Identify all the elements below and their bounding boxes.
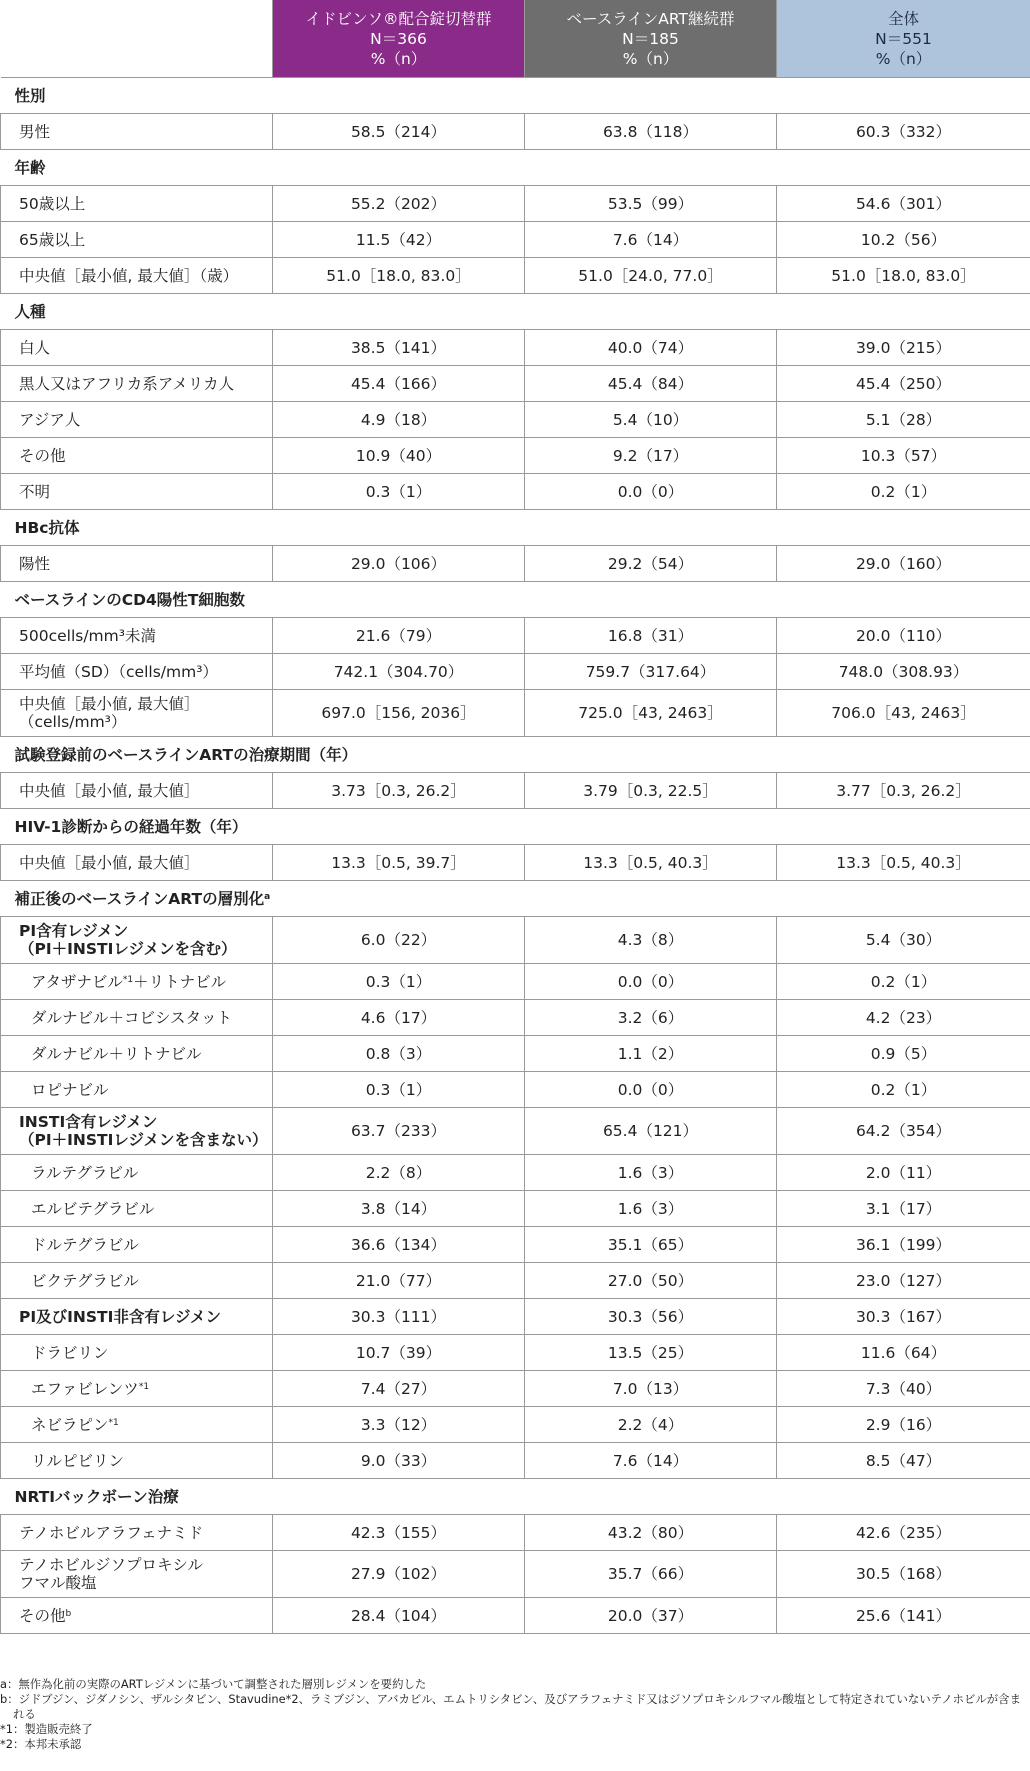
row-label — [1, 1371, 273, 1407]
table-row — [1, 1299, 1030, 1335]
section-label-text: HBc抗体 — [14, 518, 80, 537]
header-continue-group-name: ベースラインART継続群 — [566, 9, 735, 28]
value-cell-total: 36.1（199） — [777, 1227, 1030, 1263]
row-label — [1, 654, 273, 690]
section-label — [1, 294, 1030, 330]
footnote-star1: *1：製造販売終了 — [0, 1722, 93, 1736]
value-cell-total: 0.2（1） — [777, 964, 1030, 1000]
section-label — [1, 582, 1030, 618]
table-row — [1, 114, 1030, 150]
table-row — [1, 366, 1030, 402]
value-cell-continue: 51.0［24.0, 77.0］ — [525, 258, 777, 294]
value-cell-continue: 2.2（4） — [525, 1407, 777, 1443]
value-cell-switch: 2.2（8） — [273, 1155, 525, 1191]
table-row — [1, 1108, 1030, 1155]
value-cell-continue: 35.7（66） — [525, 1551, 777, 1598]
section-header-row — [1, 881, 1030, 917]
section-label — [1, 809, 1030, 845]
value-cell-continue: 63.8（118） — [525, 114, 777, 150]
row-label-text: 65歳以上 — [19, 230, 86, 249]
row-label — [1, 546, 273, 582]
section-label-text: 試験登録前のベースラインARTの治療期間（年） — [14, 745, 358, 764]
header-switch-group — [273, 0, 525, 78]
value-cell-continue: 725.0［43, 2463］ — [525, 690, 777, 737]
value-cell-total: 23.0（127） — [777, 1263, 1030, 1299]
value-cell-continue: 29.2（54） — [525, 546, 777, 582]
table-row — [1, 1598, 1030, 1634]
table-row — [1, 1263, 1030, 1299]
header-row — [1, 0, 1030, 78]
value-cell-continue: 35.1（65） — [525, 1227, 777, 1263]
row-label-text: 陽性 — [19, 554, 51, 573]
section-header-row — [1, 294, 1030, 330]
value-cell-continue: 45.4（84） — [525, 366, 777, 402]
value-cell-continue: 1.6（3） — [525, 1191, 777, 1227]
value-cell-switch: 30.3（111） — [273, 1299, 525, 1335]
row-label-text: ドラビリン — [31, 1343, 109, 1362]
row-label — [1, 1227, 273, 1263]
table-row — [1, 1443, 1030, 1479]
row-label — [1, 1108, 273, 1155]
table-row — [1, 330, 1030, 366]
value-cell-switch: 58.5（214） — [273, 114, 525, 150]
value-cell-total: 5.4（30） — [777, 917, 1030, 964]
value-cell-total: 11.6（64） — [777, 1335, 1030, 1371]
value-cell-switch: 38.5（141） — [273, 330, 525, 366]
row-label — [1, 690, 273, 737]
row-label-text: 中央値［最小値, 最大値］ — [19, 853, 200, 872]
row-label-text: PI及びINSTI非含有レジメン — [19, 1307, 222, 1326]
value-cell-switch: 3.8（14） — [273, 1191, 525, 1227]
row-label — [1, 1443, 273, 1479]
row-label-text: 500cells/mm³未満 — [19, 626, 156, 645]
value-cell-continue: 4.3（8） — [525, 917, 777, 964]
row-label — [1, 1155, 273, 1191]
table-row — [1, 1155, 1030, 1191]
row-label-text: エファビレンツ — [31, 1379, 139, 1398]
value-cell-total: 3.77［0.3, 26.2］ — [777, 773, 1030, 809]
table-row — [1, 1227, 1030, 1263]
row-label — [1, 258, 273, 294]
row-label-text: アタザナビル — [31, 972, 123, 991]
section-label-text: 人種 — [14, 302, 46, 321]
header-continue-group — [525, 0, 777, 78]
section-label-text: 年齢 — [14, 158, 46, 177]
row-label-text: テノホビルジソプロキシル — [19, 1556, 203, 1574]
value-cell-total: 51.0［18.0, 83.0］ — [777, 258, 1030, 294]
header-blank-cell — [1, 0, 273, 78]
value-cell-switch: 51.0［18.0, 83.0］ — [273, 258, 525, 294]
value-cell-continue: 0.0（0） — [525, 964, 777, 1000]
row-label-text: ロピナビル — [31, 1080, 109, 1099]
row-label-text: ラルテグラビル — [31, 1163, 139, 1182]
header-total-group — [777, 0, 1030, 78]
row-label-text: 平均値（SD）（cells/mm³） — [19, 662, 218, 681]
value-cell-continue: 1.1（2） — [525, 1036, 777, 1072]
section-label-text: NRTIバックボーン治療 — [14, 1487, 179, 1506]
value-cell-continue: 5.4（10） — [525, 402, 777, 438]
footnote-marker: *1 — [122, 974, 134, 985]
value-cell-switch: 7.4（27） — [273, 1371, 525, 1407]
row-label-text: その他 — [19, 446, 66, 465]
value-cell-total: 7.3（40） — [777, 1371, 1030, 1407]
row-label-text: 白人 — [19, 338, 51, 357]
row-label-text: リルピビリン — [31, 1451, 125, 1470]
value-cell-total: 64.2（354） — [777, 1108, 1030, 1155]
section-label — [1, 737, 1030, 773]
value-cell-switch: 36.6（134） — [273, 1227, 525, 1263]
header-switch-group-name: イドビンソ®配合錠切替群 — [305, 9, 492, 28]
table-row — [1, 258, 1030, 294]
row-label-text: エルビテグラビル — [31, 1199, 155, 1218]
header-switch-group-unit: %（n） — [370, 49, 427, 68]
row-label — [1, 845, 273, 881]
value-cell-switch: 63.7（233） — [273, 1108, 525, 1155]
row-label — [1, 1335, 273, 1371]
footnote-marker: a — [264, 891, 271, 902]
section-header-row — [1, 150, 1030, 186]
value-cell-total: 4.2（23） — [777, 1000, 1030, 1036]
footnote-marker: *1 — [138, 1381, 150, 1392]
section-header-row — [1, 510, 1030, 546]
table-row — [1, 1551, 1030, 1598]
value-cell-continue: 43.2（80） — [525, 1515, 777, 1551]
value-cell-switch: 742.1（304.70） — [273, 654, 525, 690]
table-row — [1, 1036, 1030, 1072]
section-header-row — [1, 78, 1030, 114]
value-cell-switch: 21.0（77） — [273, 1263, 525, 1299]
value-cell-switch: 697.0［156, 2036］ — [273, 690, 525, 737]
row-label — [1, 114, 273, 150]
value-cell-total: 5.1（28） — [777, 402, 1030, 438]
table-row — [1, 690, 1030, 737]
section-label — [1, 881, 1030, 917]
row-label — [1, 474, 273, 510]
row-label — [1, 1598, 273, 1634]
value-cell-switch: 0.3（1） — [273, 1072, 525, 1108]
row-label-text: アジア人 — [19, 410, 81, 429]
value-cell-continue: 7.6（14） — [525, 1443, 777, 1479]
section-label-text: 性別 — [14, 86, 46, 105]
value-cell-switch: 21.6（79） — [273, 618, 525, 654]
row-label-text: ドルテグラビル — [31, 1235, 139, 1254]
row-label-text: ビクテグラビル — [31, 1271, 139, 1290]
row-label-text: 黒人又はアフリカ系アメリカ人 — [19, 374, 235, 393]
value-cell-continue: 0.0（0） — [525, 474, 777, 510]
value-cell-switch: 4.6（17） — [273, 1000, 525, 1036]
value-cell-total: 13.3［0.5, 40.3］ — [777, 845, 1030, 881]
row-label — [1, 438, 273, 474]
header-total-group-name: 全体 — [887, 9, 919, 28]
header-total-group-unit: %（n） — [875, 49, 932, 68]
value-cell-switch: 0.8（3） — [273, 1036, 525, 1072]
row-label — [1, 402, 273, 438]
table-row — [1, 438, 1030, 474]
table-row — [1, 1000, 1030, 1036]
row-label — [1, 1000, 273, 1036]
value-cell-switch: 28.4（104） — [273, 1598, 525, 1634]
value-cell-continue: 53.5（99） — [525, 186, 777, 222]
table-row — [1, 773, 1030, 809]
value-cell-switch: 13.3［0.5, 39.7］ — [273, 845, 525, 881]
value-cell-switch: 10.9（40） — [273, 438, 525, 474]
value-cell-total: 0.2（1） — [777, 1072, 1030, 1108]
value-cell-switch: 0.3（1） — [273, 964, 525, 1000]
row-label-line2: （PI＋INSTIレジメンを含む） — [19, 940, 237, 958]
row-label — [1, 1551, 273, 1598]
value-cell-switch: 4.9（18） — [273, 402, 525, 438]
value-cell-total: 30.5（168） — [777, 1551, 1030, 1598]
value-cell-switch: 3.73［0.3, 26.2］ — [273, 773, 525, 809]
table-row — [1, 1371, 1030, 1407]
value-cell-switch: 42.3（155） — [273, 1515, 525, 1551]
value-cell-total: 30.3（167） — [777, 1299, 1030, 1335]
row-label — [1, 1263, 273, 1299]
value-cell-total: 25.6（141） — [777, 1598, 1030, 1634]
value-cell-total: 706.0［43, 2463］ — [777, 690, 1030, 737]
value-cell-total: 39.0（215） — [777, 330, 1030, 366]
section-label — [1, 510, 1030, 546]
section-label — [1, 78, 1030, 114]
value-cell-total: 60.3（332） — [777, 114, 1030, 150]
value-cell-continue: 20.0（37） — [525, 1598, 777, 1634]
value-cell-total: 0.2（1） — [777, 474, 1030, 510]
row-label — [1, 366, 273, 402]
value-cell-total: 10.2（56） — [777, 222, 1030, 258]
value-cell-total: 20.0（110） — [777, 618, 1030, 654]
value-cell-continue: 7.0（13） — [525, 1371, 777, 1407]
row-label-text: 中央値［最小値, 最大値］ — [19, 695, 200, 713]
row-label-text: PI含有レジメン — [19, 922, 129, 940]
value-cell-switch: 0.3（1） — [273, 474, 525, 510]
section-header-row — [1, 809, 1030, 845]
row-label-text: 中央値［最小値, 最大値］ — [19, 781, 200, 800]
row-label-line2: フマル酸塩 — [19, 1574, 97, 1592]
value-cell-total: 45.4（250） — [777, 366, 1030, 402]
row-label-text: INSTI含有レジメン — [19, 1113, 158, 1131]
row-label — [1, 1299, 273, 1335]
footnote-marker: *1 — [108, 1417, 119, 1428]
row-label-text: 50歳以上 — [19, 194, 86, 213]
table-row — [1, 964, 1030, 1000]
row-label-line2: （PI＋INSTIレジメンを含まない） — [19, 1131, 268, 1149]
value-cell-switch: 9.0（33） — [273, 1443, 525, 1479]
value-cell-continue: 13.3［0.5, 40.3］ — [525, 845, 777, 881]
value-cell-switch: 3.3（12） — [273, 1407, 525, 1443]
table-row — [1, 546, 1030, 582]
row-label — [1, 917, 273, 964]
row-label-text: その他 — [19, 1606, 66, 1625]
value-cell-continue: 30.3（56） — [525, 1299, 777, 1335]
row-label — [1, 618, 273, 654]
footnotes — [0, 1677, 1030, 1752]
header-continue-group-n: N＝185 — [622, 29, 679, 48]
row-label — [1, 1036, 273, 1072]
row-label-text: ダルナビル＋リトナビル — [31, 1044, 202, 1063]
section-header-row — [1, 1479, 1030, 1515]
value-cell-continue: 16.8（31） — [525, 618, 777, 654]
value-cell-total: 54.6（301） — [777, 186, 1030, 222]
value-cell-total: 0.9（5） — [777, 1036, 1030, 1072]
value-cell-switch: 11.5（42） — [273, 222, 525, 258]
value-cell-continue: 0.0（0） — [525, 1072, 777, 1108]
row-label-text: 男性 — [19, 122, 51, 141]
header-switch-group-n: N＝366 — [370, 29, 427, 48]
value-cell-switch: 55.2（202） — [273, 186, 525, 222]
value-cell-total: 29.0（160） — [777, 546, 1030, 582]
section-header-row — [1, 582, 1030, 618]
table-row — [1, 654, 1030, 690]
row-label-text: 中央値［最小値, 最大値］（歳） — [19, 266, 239, 285]
value-cell-total: 3.1（17） — [777, 1191, 1030, 1227]
value-cell-total: 748.0（308.93） — [777, 654, 1030, 690]
row-label — [1, 964, 273, 1000]
row-label-line2: （cells/mm³） — [19, 713, 127, 731]
value-cell-continue: 65.4（121） — [525, 1108, 777, 1155]
section-label-text: ベースラインのCD4陽性T細胞数 — [14, 590, 245, 609]
section-label — [1, 1479, 1030, 1515]
table-row — [1, 1191, 1030, 1227]
row-label-text: 不明 — [19, 482, 51, 501]
row-label — [1, 1407, 273, 1443]
value-cell-total: 8.5（47） — [777, 1443, 1030, 1479]
value-cell-switch: 10.7（39） — [273, 1335, 525, 1371]
value-cell-continue: 3.79［0.3, 22.5］ — [525, 773, 777, 809]
value-cell-total: 2.9（16） — [777, 1407, 1030, 1443]
value-cell-continue: 9.2（17） — [525, 438, 777, 474]
value-cell-continue: 13.5（25） — [525, 1335, 777, 1371]
row-label-text: ダルナビル＋コビシスタット — [31, 1008, 233, 1027]
row-label — [1, 1191, 273, 1227]
table-row — [1, 1335, 1030, 1371]
table-row — [1, 917, 1030, 964]
section-label — [1, 150, 1030, 186]
value-cell-total: 42.6（235） — [777, 1515, 1030, 1551]
footnote-star2: *2：本邦未承認 — [0, 1737, 82, 1751]
row-label — [1, 773, 273, 809]
header-continue-group-unit: %（n） — [622, 49, 679, 68]
row-label — [1, 1515, 273, 1551]
value-cell-switch: 6.0（22） — [273, 917, 525, 964]
table-row — [1, 222, 1030, 258]
table-row — [1, 402, 1030, 438]
footnote-marker: b — [65, 1608, 72, 1619]
value-cell-switch: 27.9（102） — [273, 1551, 525, 1598]
table-row — [1, 1515, 1030, 1551]
row-label — [1, 330, 273, 366]
value-cell-continue: 759.7（317.64） — [525, 654, 777, 690]
value-cell-switch: 45.4（166） — [273, 366, 525, 402]
value-cell-total: 2.0（11） — [777, 1155, 1030, 1191]
row-label-text-cont: ＋リトナビル — [133, 972, 227, 991]
row-label — [1, 1072, 273, 1108]
table-row — [1, 1072, 1030, 1108]
section-label-text: 補正後のベースラインARTの層別化 — [14, 889, 265, 908]
table-row — [1, 845, 1030, 881]
section-label-text: HIV-1診断からの経過年数（年） — [14, 817, 248, 836]
value-cell-continue: 3.2（6） — [525, 1000, 777, 1036]
row-label — [1, 222, 273, 258]
footnote-a: a：無作為化前の実際のARTレジメンに基づいて調整された層別レジメンを要約した — [0, 1677, 427, 1691]
table-body — [1, 78, 1030, 1634]
row-label-text: テノホビルアラフェナミド — [19, 1523, 204, 1542]
table-row — [1, 618, 1030, 654]
table-row — [1, 474, 1030, 510]
value-cell-total: 10.3（57） — [777, 438, 1030, 474]
value-cell-continue: 40.0（74） — [525, 330, 777, 366]
footnote-b: b：ジドブジン、ジダノシン、ザルシタビン、Stavudine*2、ラミブジン、アバカビル、エムトリシタビン、及びアラフェナミド又はジソプロキシルフマル酸塩として特定されていないテノホビルが含まれる — [0, 1692, 1021, 1721]
section-header-row — [1, 737, 1030, 773]
row-label — [1, 186, 273, 222]
value-cell-continue: 27.0（50） — [525, 1263, 777, 1299]
value-cell-switch: 29.0（106） — [273, 546, 525, 582]
row-label-text: ネビラピン — [31, 1415, 109, 1434]
header-total-group-n: N＝551 — [875, 29, 932, 48]
table-row — [1, 1407, 1030, 1443]
value-cell-continue: 1.6（3） — [525, 1155, 777, 1191]
value-cell-continue: 7.6（14） — [525, 222, 777, 258]
table-row — [1, 186, 1030, 222]
